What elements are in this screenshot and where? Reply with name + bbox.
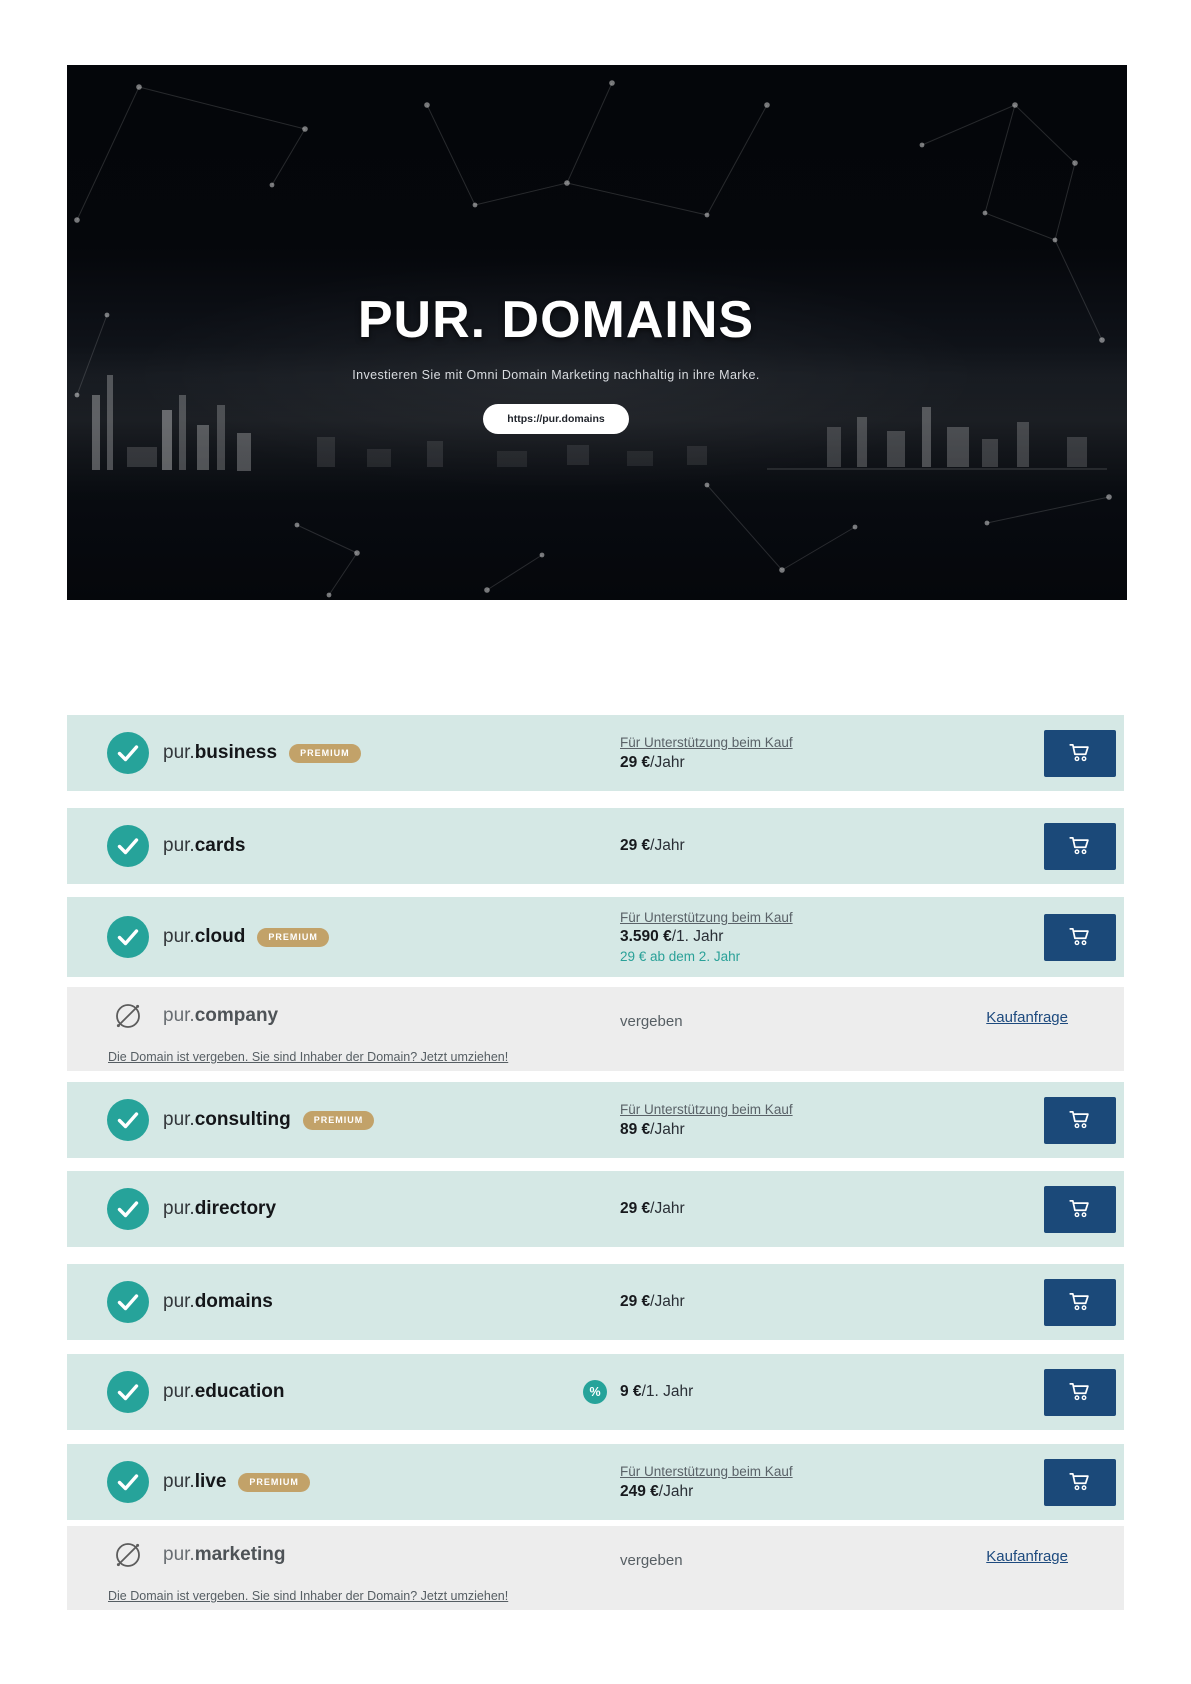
price-line [589, 1382, 954, 1402]
add-to-cart-button[interactable] [1044, 730, 1116, 777]
domain-prefix: pur. [163, 742, 195, 763]
domain-prefix: pur. [163, 1544, 195, 1565]
purchase-inquiry-link[interactable]: Kaufanfrage [986, 1548, 1068, 1565]
domain-cell [67, 1099, 620, 1141]
domain-prefix: pur. [163, 926, 195, 947]
action-cell [954, 1459, 1124, 1506]
action-cell [954, 1279, 1124, 1326]
domain-prefix: pur. [163, 1381, 195, 1402]
price-cell [620, 1551, 954, 1571]
action-cell [954, 914, 1124, 961]
domain-cell [67, 916, 620, 958]
add-to-cart-button[interactable] [1044, 1097, 1116, 1144]
cart-icon [1067, 1107, 1093, 1133]
domain-cell [67, 732, 620, 774]
domain-row-cloud [67, 897, 1124, 977]
price-value: 29 € [620, 1200, 651, 1217]
price-line [620, 836, 954, 856]
premium-badge: PREMIUM [303, 1111, 375, 1130]
domain-prefix: pur. [163, 1198, 195, 1219]
domain-row-directory [67, 1171, 1124, 1247]
price-cell [620, 836, 954, 856]
domain-name [163, 926, 245, 948]
domain-transfer-note-link[interactable]: Die Domain ist vergeben. Sie sind Inhaber der Domain? Jetzt umziehen! [108, 1589, 509, 1603]
hero-banner [67, 65, 1127, 600]
renewal-price: 29 € ab dem 2. Jahr [620, 948, 741, 964]
domain-transfer-note-link[interactable]: Die Domain ist vergeben. Sie sind Inhaber der Domain? Jetzt umziehen! [108, 1050, 509, 1064]
domain-row-cards [67, 808, 1124, 884]
price-term: /Jahr [658, 1483, 694, 1500]
status-vergeben: vergeben [620, 1013, 683, 1030]
check-icon [107, 1281, 149, 1323]
domain-cell [67, 1371, 620, 1413]
domain-row-company [67, 987, 1124, 1071]
price-term: /Jahr [650, 1293, 685, 1310]
price-value: 9 € [620, 1383, 642, 1400]
domain-row-business [67, 715, 1124, 791]
hero-subtitle: Investieren Sie mit Omni Domain Marketing nachhaltig in ihre Marke. [352, 368, 760, 382]
cart-icon [1067, 1289, 1093, 1315]
cart-icon [1067, 1379, 1093, 1405]
domain-row-education [67, 1354, 1124, 1430]
price-value: 29 € [620, 754, 651, 771]
check-icon [107, 916, 149, 958]
domain-suffix: consulting [194, 1109, 291, 1130]
domain-name [163, 1381, 284, 1403]
action-cell [954, 823, 1124, 870]
domain-name [163, 1005, 278, 1027]
blocked-icon [107, 995, 149, 1037]
support-link[interactable]: Für Unterstützung beim Kauf [620, 1464, 793, 1479]
add-to-cart-button[interactable] [1044, 1186, 1116, 1233]
price-line [620, 1292, 954, 1312]
page-title: PUR. DOMAINS [357, 291, 755, 349]
domain-name [163, 1109, 291, 1131]
check-icon [107, 1371, 149, 1413]
action-cell [954, 1186, 1124, 1233]
action-cell [954, 1009, 1124, 1026]
add-to-cart-button[interactable] [1044, 914, 1116, 961]
check-icon [107, 1099, 149, 1141]
domain-suffix: business [194, 742, 278, 763]
price-cell [620, 1292, 954, 1312]
domain-results-list [67, 715, 1124, 1610]
price-line [620, 1482, 954, 1502]
check-icon [107, 1188, 149, 1230]
percent-icon: % [583, 1380, 607, 1404]
domain-suffix: live [194, 1471, 227, 1492]
domain-prefix: pur. [163, 1291, 195, 1312]
price-cell [620, 1199, 954, 1219]
domain-name [163, 1544, 286, 1566]
domain-suffix: marketing [194, 1544, 286, 1565]
support-link[interactable]: Für Unterstützung beim Kauf [620, 909, 793, 925]
price-line [620, 753, 954, 773]
cart-icon [1067, 1469, 1093, 1495]
domain-suffix: domains [194, 1291, 273, 1312]
action-cell [954, 730, 1124, 777]
cart-icon [1067, 924, 1093, 950]
cart-icon [1067, 833, 1093, 859]
domain-row-live [67, 1444, 1124, 1520]
price-cell [620, 733, 954, 773]
premium-badge: PREMIUM [257, 928, 329, 947]
domain-prefix: pur. [163, 835, 195, 856]
check-icon [107, 825, 149, 867]
price-line [620, 1120, 954, 1140]
add-to-cart-button[interactable] [1044, 1459, 1116, 1506]
add-to-cart-button[interactable] [1044, 1369, 1116, 1416]
domain-cell [67, 995, 620, 1037]
domain-suffix: company [194, 1005, 279, 1026]
add-to-cart-button[interactable] [1044, 823, 1116, 870]
domain-suffix: directory [194, 1198, 277, 1219]
action-cell [954, 1548, 1124, 1565]
domain-prefix: pur. [163, 1109, 195, 1130]
price-term: /1. Jahr [641, 1383, 694, 1400]
domain-suffix: cards [194, 835, 246, 856]
support-link[interactable]: Für Unterstützung beim Kauf [620, 735, 793, 750]
blocked-icon [107, 1534, 149, 1576]
domain-row-domains [67, 1264, 1124, 1340]
price-term: /Jahr [650, 1200, 685, 1217]
price-value: 3.590 € [620, 928, 672, 946]
domain-name [163, 1471, 226, 1493]
price-value: 249 € [620, 1483, 659, 1500]
price-cell [620, 1100, 954, 1140]
price-term: /Jahr [650, 1121, 685, 1138]
hero-url-button[interactable]: https://pur.domains [483, 404, 628, 434]
price-value: 89 € [620, 1121, 651, 1138]
cart-icon [1067, 740, 1093, 766]
domain-cell [67, 1461, 620, 1503]
premium-badge: PREMIUM [238, 1473, 310, 1492]
cart-icon [1067, 1196, 1093, 1222]
domain-prefix: pur. [163, 1005, 195, 1026]
domain-cell [67, 825, 620, 867]
domain-cell [67, 1188, 620, 1230]
price-line [620, 927, 954, 947]
domain-row-consulting [67, 1082, 1124, 1158]
domain-suffix: education [194, 1381, 285, 1402]
domain-suffix: cloud [194, 926, 246, 947]
domain-name [163, 1291, 273, 1313]
price-cell [620, 1462, 954, 1502]
domain-cell [67, 1534, 620, 1576]
status-vergeben: vergeben [620, 1552, 683, 1569]
domain-cell [67, 1281, 620, 1323]
price-cell [589, 1382, 954, 1402]
action-cell [954, 1097, 1124, 1144]
domain-name [163, 835, 245, 857]
support-link[interactable]: Für Unterstützung beim Kauf [620, 1102, 793, 1117]
purchase-inquiry-link[interactable]: Kaufanfrage [986, 1009, 1068, 1026]
domain-name [163, 742, 277, 764]
price-value: 29 € [620, 1293, 651, 1310]
price-term: /1. Jahr [671, 928, 724, 946]
price-line [620, 1199, 954, 1219]
check-icon [107, 1461, 149, 1503]
hero-content [67, 65, 1045, 434]
domain-name [163, 1198, 276, 1220]
action-cell [954, 1369, 1124, 1416]
domain-prefix: pur. [163, 1471, 195, 1492]
add-to-cart-button[interactable] [1044, 1279, 1116, 1326]
price-value: 29 € [620, 837, 651, 854]
price-cell [620, 908, 954, 967]
price-cell [620, 1012, 954, 1032]
price-term: /Jahr [650, 837, 685, 854]
premium-badge: PREMIUM [289, 744, 361, 763]
price-term: /Jahr [650, 754, 685, 771]
check-icon [107, 732, 149, 774]
domain-row-marketing [67, 1526, 1124, 1610]
